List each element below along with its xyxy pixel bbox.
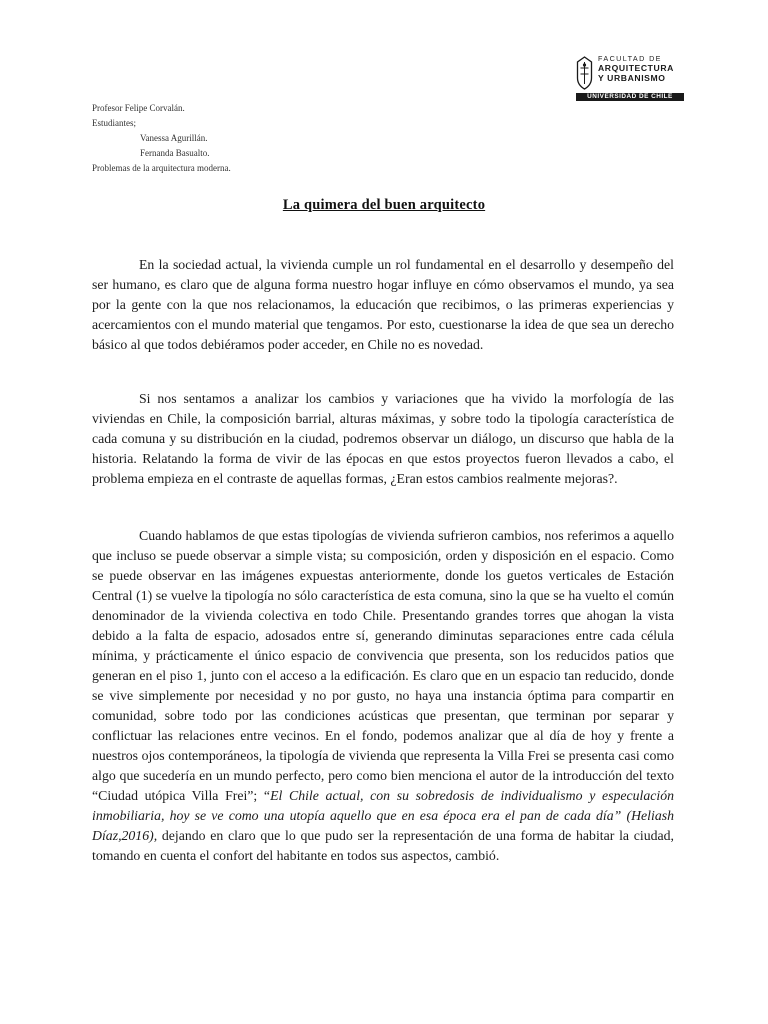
student-name-2: Fernanda Basualto.: [140, 148, 210, 158]
paragraph-3-ending: dejando en claro que lo que pudo ser la representación de una forma de habitar la ciudad, tomando en cuenta el confort del habitante en todos sus aspectos, cambió.: [92, 828, 674, 863]
students-label: Estudiantes;: [92, 118, 136, 128]
logo-university-band: UNIVERSIDAD DE CHILE: [576, 93, 684, 101]
logo-arquitectura-text: ARQUITECTURA: [598, 63, 674, 73]
paragraph-3-text: Cuando hablamos de que estas tipologías de vivienda sufrieron cambios, nos referimos a aquello que incluso se puede observar a simple vista; su composición, orden y disposición en el espacio. Como se puede observar en las imágenes expuestas anteriormente, donde los guetos verticales de Estación Central (1) se vuelve la tipología no sólo característica de esta comuna, sino la que se ha vuelto el común denominador de la vivienda colectiva en todo Chile. Presentando grandes torres que ahogan la vista debido a la falta de espacio, adosados entre sí, generando diminutas separaciones entre cada célula mínima, y prácticamente el único espacio de convivencia que presenta, son los reducidos patios que generan en el piso 1, junto con el acceso a la edificación. Es claro que en un espacio tan reducido, donde se vive simplemente por necesidad y no por gusto, no haya una instancia óptima para compartir en comunidad, sobre todo por las condiciones acústicas que presentan, que terminan por separar y conflictuar las relaciones entre vecinos. En el fondo, podemos analizar que al día de hoy y frente a nuestros ojos contemporáneos, la tipología de vivienda que representa la Villa Frei se presenta casi como algo que sucedería en un mundo perfecto, pero como bien menciona el autor de la introducción del texto “Ciudad utópica Villa Frei”; “: [92, 528, 674, 803]
document-title: La quimera del buen arquitecto: [282, 197, 486, 213]
paragraph-3: [92, 526, 674, 866]
student-name-1: Vanessa Agurillán.: [140, 133, 208, 143]
paragraph-3-quote: El Chile actual, con su sobredosis de individualismo y especulación inmobiliaria, hoy se ve como una utopía aquello que en esa época era el pan de cada día” (Heliash Díaz,2016),: [92, 788, 675, 843]
paragraph-2: Si nos sentamos a analizar los cambios y variaciones que ha vivido la morfología de las viviendas en Chile, la composición barrial, alturas máximas, y sobre todo la tipología característica de cada comuna y su distribución en la ciudad, podremos observar un diálogo, un discurso que habla de la historia. Relatando la forma de vivir de las épocas en que estos proyectos fueron llevados a cabo, el problema empieza en el contraste de aquellas formas, ¿Eran estos cambios realmente mejoras?.: [92, 391, 674, 486]
professor-line: Profesor Felipe Corvalán.: [92, 103, 185, 113]
university-crest-icon: [576, 56, 593, 90]
faculty-logo: [576, 50, 684, 102]
paragraph-1: En la sociedad actual, la vivienda cumple un rol fundamental en el desarrollo y desempeño del ser humano, es claro que de alguna forma nuestro hogar influye en cómo observamos el mundo, ya sea por la gente con la que nos relacionamos, la educación que recibimos, o las primeras experiencias y acercamientos con el mundo material que tengamos. Por esto, cuestionarse la idea de que sea un derecho básico al que todos debiéramos poder acceder, en Chile no es novedad.: [92, 257, 674, 352]
course-line: Problemas de la arquitectura moderna.: [92, 163, 231, 173]
logo-urbanismo-text: Y URBANISMO: [598, 73, 666, 83]
logo-faculty-text: FACULTAD DE: [598, 54, 662, 63]
